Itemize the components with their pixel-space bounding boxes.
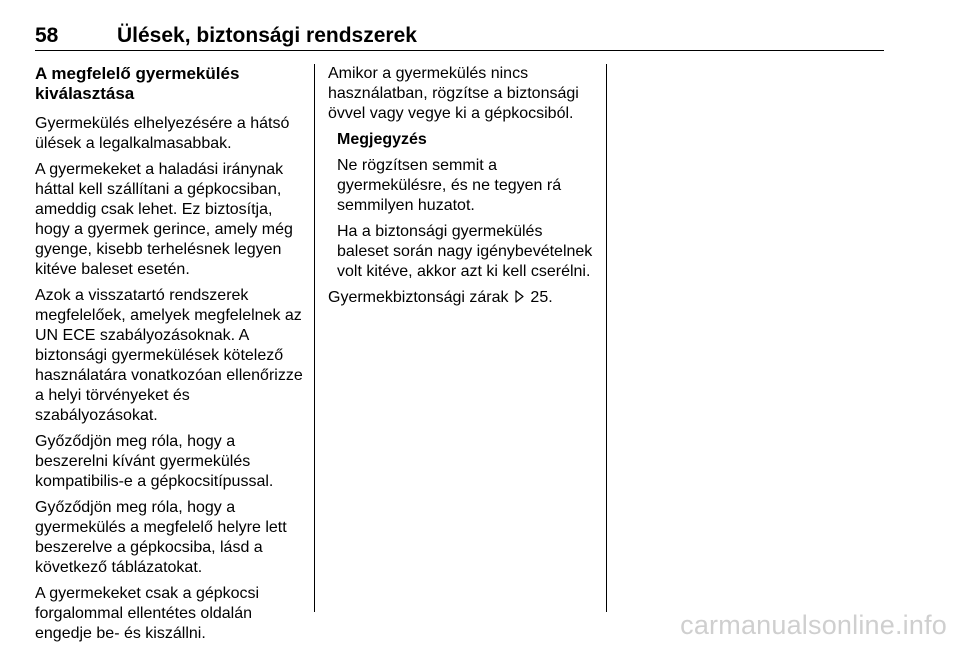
- paragraph-entry-exit: A gyermekeket csak a gépkocsi forgalommal ellentétes oldalán engedje be- és kiszállni.: [35, 585, 260, 642]
- section-title: Ülések, biztonsági rendszerek: [117, 24, 417, 47]
- page-header: [35, 24, 884, 51]
- note-title: Megjegyzés: [337, 131, 427, 148]
- watermark: carmanualsonline.info: [680, 610, 947, 640]
- page-number: 58: [35, 24, 59, 47]
- paragraph-compatibility: Győződjön meg róla, hogy a beszerelni kívánt gyermekülés kompatibilis-e a gépkocsitípussal.: [35, 433, 274, 490]
- note-paragraph-cover: Ne rögzítsen semmit a gyermekülésre, és ne tegyen rá semmilyen huzatot.: [337, 157, 562, 214]
- column-divider-right: [606, 64, 607, 612]
- reference-arrow-icon: [515, 290, 524, 303]
- cross-reference-page: 25.: [530, 289, 553, 306]
- paragraph-installation: Győződjön meg róla, hogy a gyermekülés a megfelelő helyre lett beszerelve a gépkocsiba, lásd a következő táblázatokat.: [35, 499, 287, 576]
- note-paragraph-replace: Ha a biztonsági gyermekülés baleset során nagy igénybevételnek volt kitéve, akkor azt ki kell cserélni.: [337, 223, 593, 280]
- middle-column: [328, 64, 598, 314]
- sub-heading: A megfelelő gyermekülés kiválasztása: [35, 64, 240, 103]
- left-column: [35, 64, 305, 650]
- cross-reference[interactable]: [328, 288, 598, 308]
- paragraph-regulations: Azok a visszatartó rendszerek megfelelőek, amelyek megfelelnek az UN ECE szabályozásoknak. A biztonsági gyermekülések kötelező használatára vonatkozóan ellenőrizze a helyi törvényeket és szabályozásokat.: [35, 287, 303, 424]
- note-box: [337, 130, 598, 282]
- cross-reference-text: Gyermekbiztonsági zárak: [328, 289, 509, 306]
- paragraph-rear-facing: A gyermekeket a haladási iránynak háttal kell szállítani a gépkocsiban, ameddig csak lehet. Ez biztosítja, hogy a gyermek gerince, amely még gyenge, kisebb terhelésnek legyen kitéve baleset esetén.: [35, 161, 293, 278]
- paragraph-not-in-use: Amikor a gyermekülés nincs használatban, rögzítse a biztonsági övvel vagy vegye ki a gépkocsiból.: [328, 65, 579, 122]
- paragraph-seat-placement: Gyermekülés elhelyezésére a hátsó ülések a legalkalmasabbak.: [35, 115, 290, 152]
- column-divider-left: [314, 64, 315, 612]
